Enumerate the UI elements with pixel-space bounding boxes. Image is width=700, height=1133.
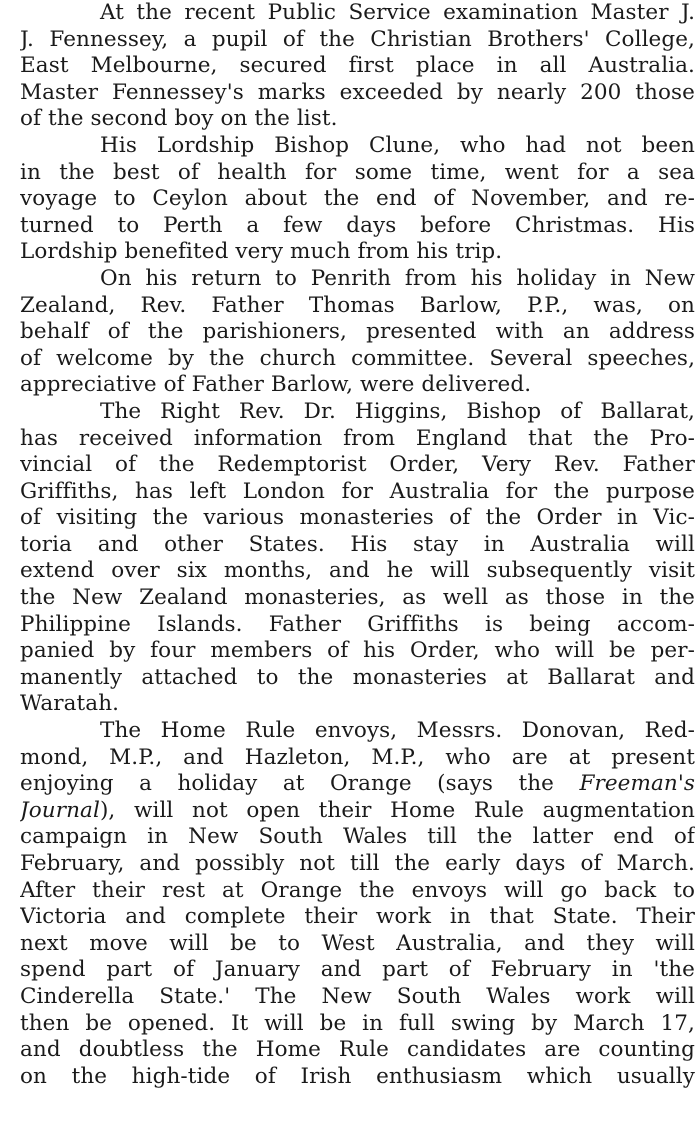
text-line: on the high-tide of Irish enthusiasm which usually xyxy=(20,1063,695,1089)
text-line: campaign in New South Wales till the latter end of xyxy=(20,824,695,850)
text-line: mond, M.P., and Hazleton, M.P., who are at present xyxy=(20,744,695,770)
paragraph-father-barlow xyxy=(20,266,695,399)
paragraph-home-rule-envoys xyxy=(20,718,695,1090)
text-line: has received information from England that the Pro- xyxy=(20,425,695,451)
text-line: J. Fennessey, a pupil of the Christian Brothers' College, xyxy=(20,26,695,52)
text-line: Waratah. xyxy=(20,691,120,717)
text-line: in the best of health for some time, went for a sea xyxy=(20,159,695,185)
paragraph-fennessey xyxy=(20,0,695,133)
text-line: On his return to Penrith from his holiday in New xyxy=(100,265,695,291)
text-line: the New Zealand monasteries, as well as those in the xyxy=(20,585,695,611)
text-line: Lordship benefited very much from his trip. xyxy=(20,239,503,265)
text-line: manently attached to the monasteries at Ballarat and xyxy=(20,664,695,690)
text-line: spend part of January and part of February in 'the xyxy=(20,957,695,983)
text-line: Cinderella State.' The New South Wales work will xyxy=(20,983,695,1009)
paragraph-bishop-clune xyxy=(20,133,695,266)
text-line: His Lordship Bishop Clune, who had not been xyxy=(100,132,695,158)
text-line: Victoria and complete their work in that State. Their xyxy=(20,904,695,930)
text-line: After their rest at Orange the envoys will go back to xyxy=(20,877,695,903)
text-line: and doubtless the Home Rule candidates are counting xyxy=(20,1037,695,1063)
paragraph-dr-higgins xyxy=(20,399,695,718)
text-line: voyage to Ceylon about the end of November, and re- xyxy=(20,186,695,212)
text-line: of welcome by the church committee. Several speeches, xyxy=(20,345,695,371)
text-line: Philippine Islands. Father Griffiths is being accom- xyxy=(20,611,695,637)
text-line: toria and other States. His stay in Australia will xyxy=(20,531,695,557)
text-line: Journal), will not open their Home Rule augmentation xyxy=(20,797,695,823)
text-line: At the recent Public Service examination Master J. xyxy=(100,0,695,25)
text-line: vincial of the Redemptorist Order, Very Rev. Father xyxy=(20,452,695,478)
text-line: then be opened. It will be in full swing by March 17, xyxy=(20,1010,695,1036)
text-line: next move will be to West Australia, and they will xyxy=(20,930,695,956)
text-line: Griffiths, has left London for Australia for the purpose xyxy=(20,478,695,504)
text-line: The Home Rule envoys, Messrs. Donovan, Red- xyxy=(100,718,695,744)
text-line: of visiting the various monasteries of the Order in Vic- xyxy=(20,505,695,531)
text-line: extend over six months, and he will subsequently visit xyxy=(20,558,695,584)
text-line: East Melbourne, secured first place in all Australia. xyxy=(20,53,695,79)
text-line: appreciative of Father Barlow, were delivered. xyxy=(20,372,532,398)
text-line: Zealand, Rev. Father Thomas Barlow, P.P., was, on xyxy=(20,292,695,318)
text-line: of the second boy on the list. xyxy=(20,106,338,132)
text-line: Master Fennessey's marks exceeded by nearly 200 those xyxy=(20,79,695,105)
text-line: February, and possibly not till the early days of March. xyxy=(20,851,695,876)
text-line: The Right Rev. Dr. Higgins, Bishop of Ballarat, xyxy=(100,398,695,424)
article-column xyxy=(20,0,695,1090)
text-line: behalf of the parishioners, presented with an address xyxy=(20,319,695,345)
text-line: enjoying a holiday at Orange (says the Freeman's xyxy=(20,771,695,797)
text-line: panied by four members of his Order, who will be per- xyxy=(20,638,695,664)
text-line: turned to Perth a few days before Christmas. His xyxy=(20,212,695,238)
